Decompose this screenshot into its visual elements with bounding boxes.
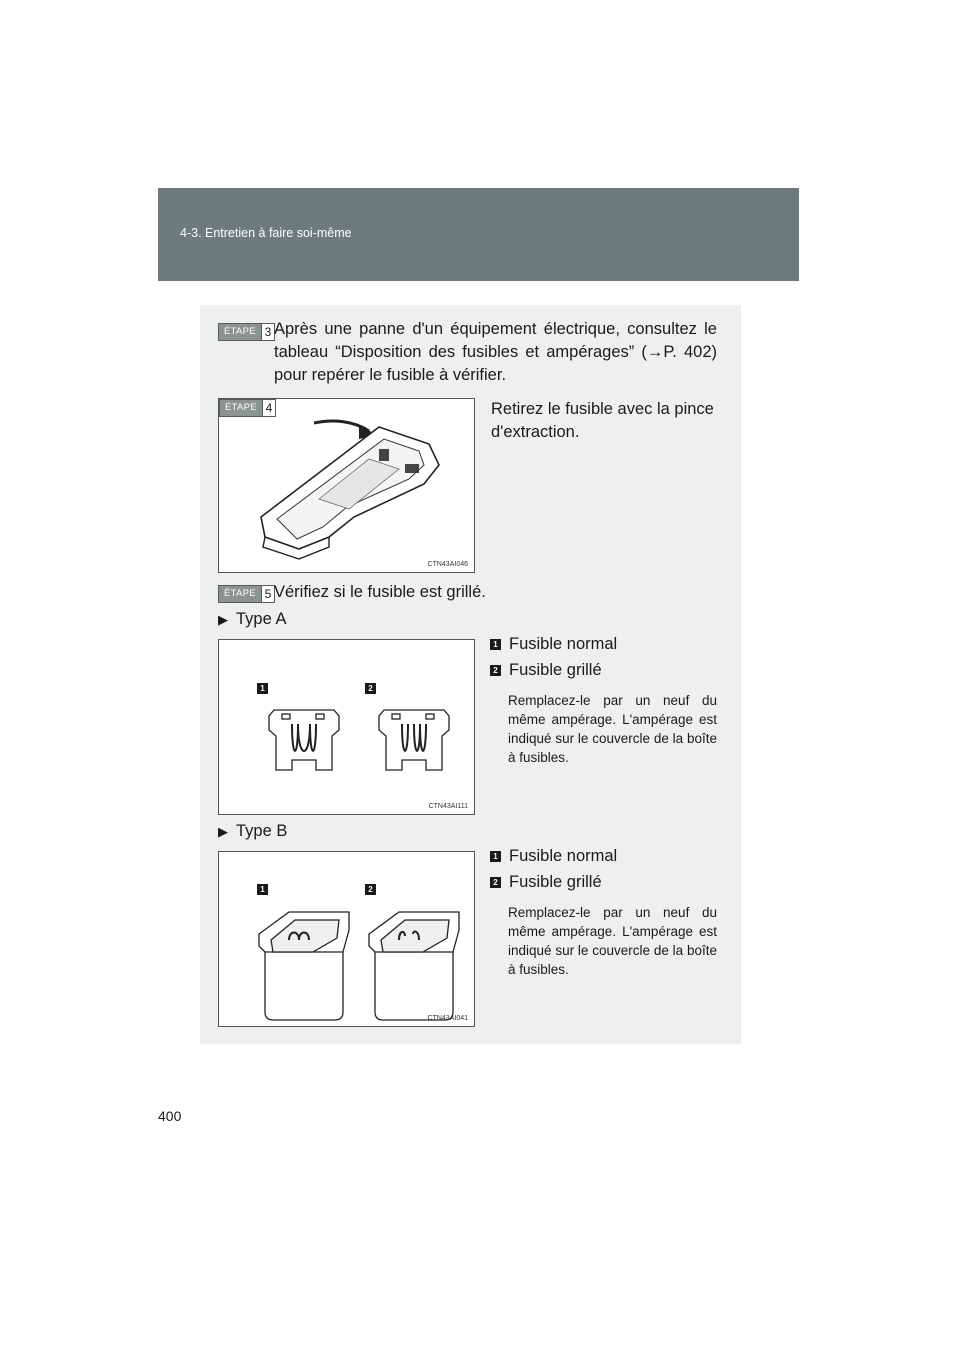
marker-2-icon: 2 xyxy=(365,884,376,895)
type-a-note: Remplacez-le par un neuf du même ampérage. L'ampérage est indiqué sur le couvercle de la boîte à fusibles. xyxy=(508,693,717,765)
type-b-heading xyxy=(218,822,287,841)
triangle-bullet-icon: ▶ xyxy=(218,823,228,839)
step-number: 3 xyxy=(261,324,274,340)
figure-code: CTN43AI041 xyxy=(427,1015,468,1022)
marker-1-icon: 1 xyxy=(490,639,501,650)
legend-item-blown xyxy=(490,873,602,892)
step-badge-5 xyxy=(218,585,275,603)
figure-code: CTN43AI111 xyxy=(428,803,468,810)
marker-1-icon: 1 xyxy=(490,851,501,862)
blade-fuse-illustration xyxy=(219,640,474,814)
type-label: Type B xyxy=(236,822,288,840)
legend-label: Fusible normal xyxy=(509,635,618,653)
type-a-heading xyxy=(218,610,286,629)
legend-label: Fusible grillé xyxy=(509,661,602,679)
step-tag: ÉTAPE xyxy=(219,586,261,602)
step-5-text: Vérifiez si le fusible est grillé. xyxy=(274,583,486,601)
page-number: 400 xyxy=(158,1108,182,1124)
step-3-text: Après une panne d'un équipement électrique, consultez le tableau “Disposition des fusibles et ampérages” (→P. 402) pour repérer le fusible à vérifier. xyxy=(274,320,717,384)
type-a-figure xyxy=(218,639,475,815)
marker-1-icon: 1 xyxy=(257,884,268,895)
content-panel xyxy=(200,305,741,1044)
marker-1-icon: 1 xyxy=(257,683,268,694)
legend-item-blown xyxy=(490,661,602,680)
legend-label: Fusible normal xyxy=(509,847,618,865)
type-b-figure xyxy=(218,851,475,1027)
step-tag: ÉTAPE xyxy=(219,324,261,340)
step-4-text: Retirez le fusible avec la pince d'extraction. xyxy=(491,400,714,441)
marker-2-icon: 2 xyxy=(490,877,501,888)
cartridge-fuse-illustration xyxy=(219,852,474,1026)
step-number: 5 xyxy=(261,586,274,602)
triangle-bullet-icon: ▶ xyxy=(218,611,228,627)
step-number: 4 xyxy=(262,400,275,416)
legend-label: Fusible grillé xyxy=(509,873,602,891)
step-tag: ÉTAPE xyxy=(220,400,262,416)
legend-item-normal xyxy=(490,635,617,654)
section-title: 4-3. Entretien à faire soi-même xyxy=(180,226,352,240)
figure-code: CTN43AI046 xyxy=(427,561,468,568)
marker-2-icon: 2 xyxy=(490,665,501,676)
fuse-puller-illustration xyxy=(219,399,474,572)
marker-2-icon: 2 xyxy=(365,683,376,694)
legend-item-normal xyxy=(490,847,617,866)
fuse-puller-figure xyxy=(218,398,475,573)
type-label: Type A xyxy=(236,610,287,628)
section-header xyxy=(158,188,799,281)
step-badge-3 xyxy=(218,323,275,341)
type-b-note: Remplacez-le par un neuf du même ampérage. L'ampérage est indiqué sur le couvercle de la boîte à fusibles. xyxy=(508,905,717,977)
